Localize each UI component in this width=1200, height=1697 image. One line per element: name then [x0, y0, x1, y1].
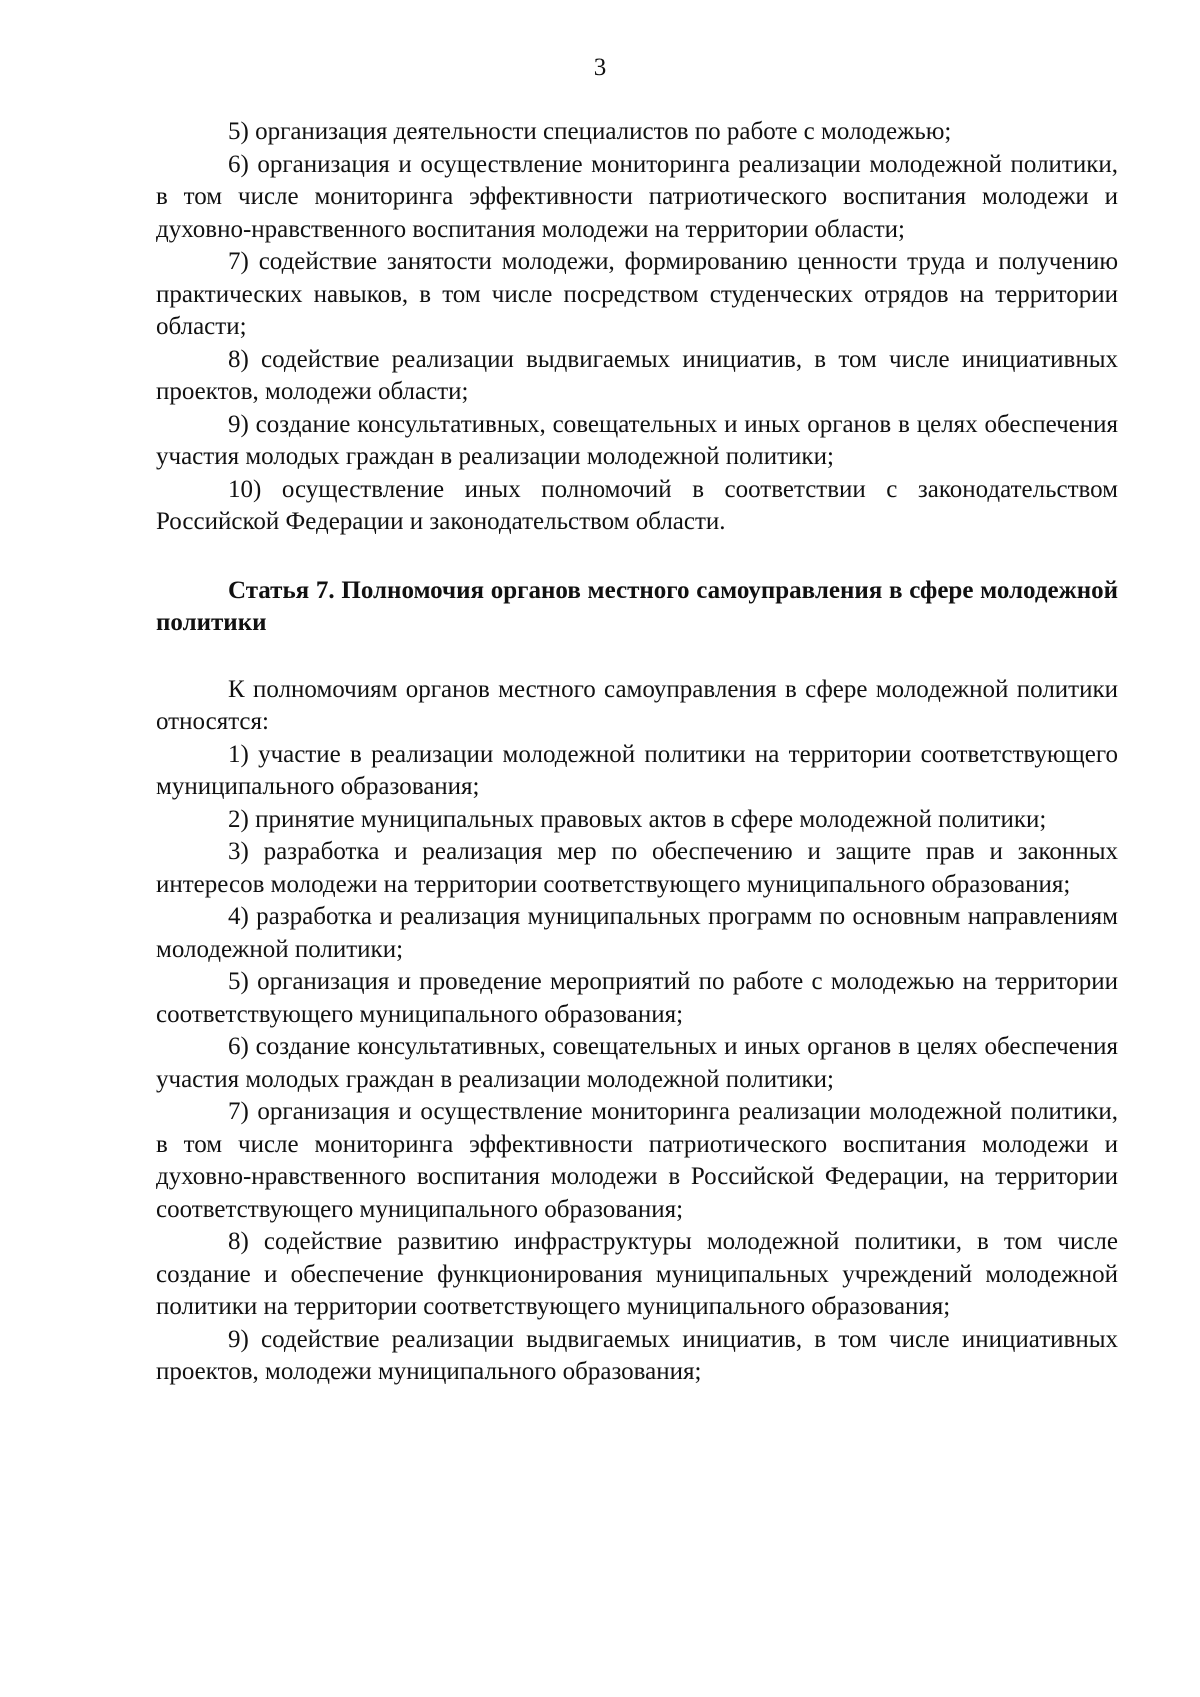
list-item: 8) содействие реализации выдвигаемых инициатив, в том числе инициативных проектов, молодежи области; [156, 345, 1118, 405]
article-intro: К полномочиям органов местного самоуправления в сфере молодежной политики относятся: [156, 675, 1118, 735]
list-item: 5) организация деятельности специалистов по работе с молодежью; [228, 118, 952, 145]
list-item: 1) участие в реализации молодежной политики на территории соответствующего муниципального образования; [156, 740, 1118, 800]
list-item: 7) содействие занятости молодежи, формированию ценности труда и получению практических навыков, в том числе посредством студенческих отрядов на территории области; [156, 248, 1118, 340]
document-body [156, 116, 1118, 1389]
list-item: 10) осуществление иных полномочий в соответствии с законодательством Российской Федерации и законодательством области. [156, 475, 1118, 535]
article-heading: Статья 7. Полномочия органов местного самоуправления в сфере молодежной политики [156, 576, 1118, 636]
page-number: 3 [593, 54, 607, 81]
list-item: 3) разработка и реализация мер по обеспечению и защите прав и законных интересов молодежи на территории соответствующего муниципального образования; [156, 838, 1118, 898]
list-item: 9) содействие реализации выдвигаемых инициатив, в том числе инициативных проектов, молодежи муниципального образования; [156, 1325, 1118, 1385]
list-item: 7) организация и осуществление мониторинга реализации молодежной политики, в том числе мониторинга эффективности патриотического воспитания молодежи и духовно-нравственного воспитания молодежи в Российской Федерации, на территории соответствующего муниципального образования; [156, 1098, 1118, 1223]
list-item: 6) организация и осуществление мониторинга реализации молодежной политики, в том числе мониторинга эффективности патриотического воспитания молодежи и духовно-нравственного воспитания молодежи на территории области; [156, 150, 1118, 243]
list-item: 6) создание консультативных, совещательных и иных органов в целях обеспечения участия молодых граждан в реализации молодежной политики; [156, 1033, 1118, 1093]
list-item: 2) принятие муниципальных правовых актов в сфере молодежной политики; [228, 805, 1047, 833]
list-item: 5) организация и проведение мероприятий по работе с молодежью на территории соответствующего муниципального образования; [156, 968, 1118, 1028]
list-item: 9) создание консультативных, совещательных и иных органов в целях обеспечения участия молодых граждан в реализации молодежной политики; [156, 410, 1118, 470]
list-item: 8) содействие развитию инфраструктуры молодежной политики, в том числе создание и обеспечение функционирования муниципальных учреждений молодежной политики на территории соответствующего муниципального образования; [156, 1228, 1118, 1320]
list-item: 4) разработка и реализация муниципальных программ по основным направлениям молодежной политики; [156, 903, 1118, 963]
